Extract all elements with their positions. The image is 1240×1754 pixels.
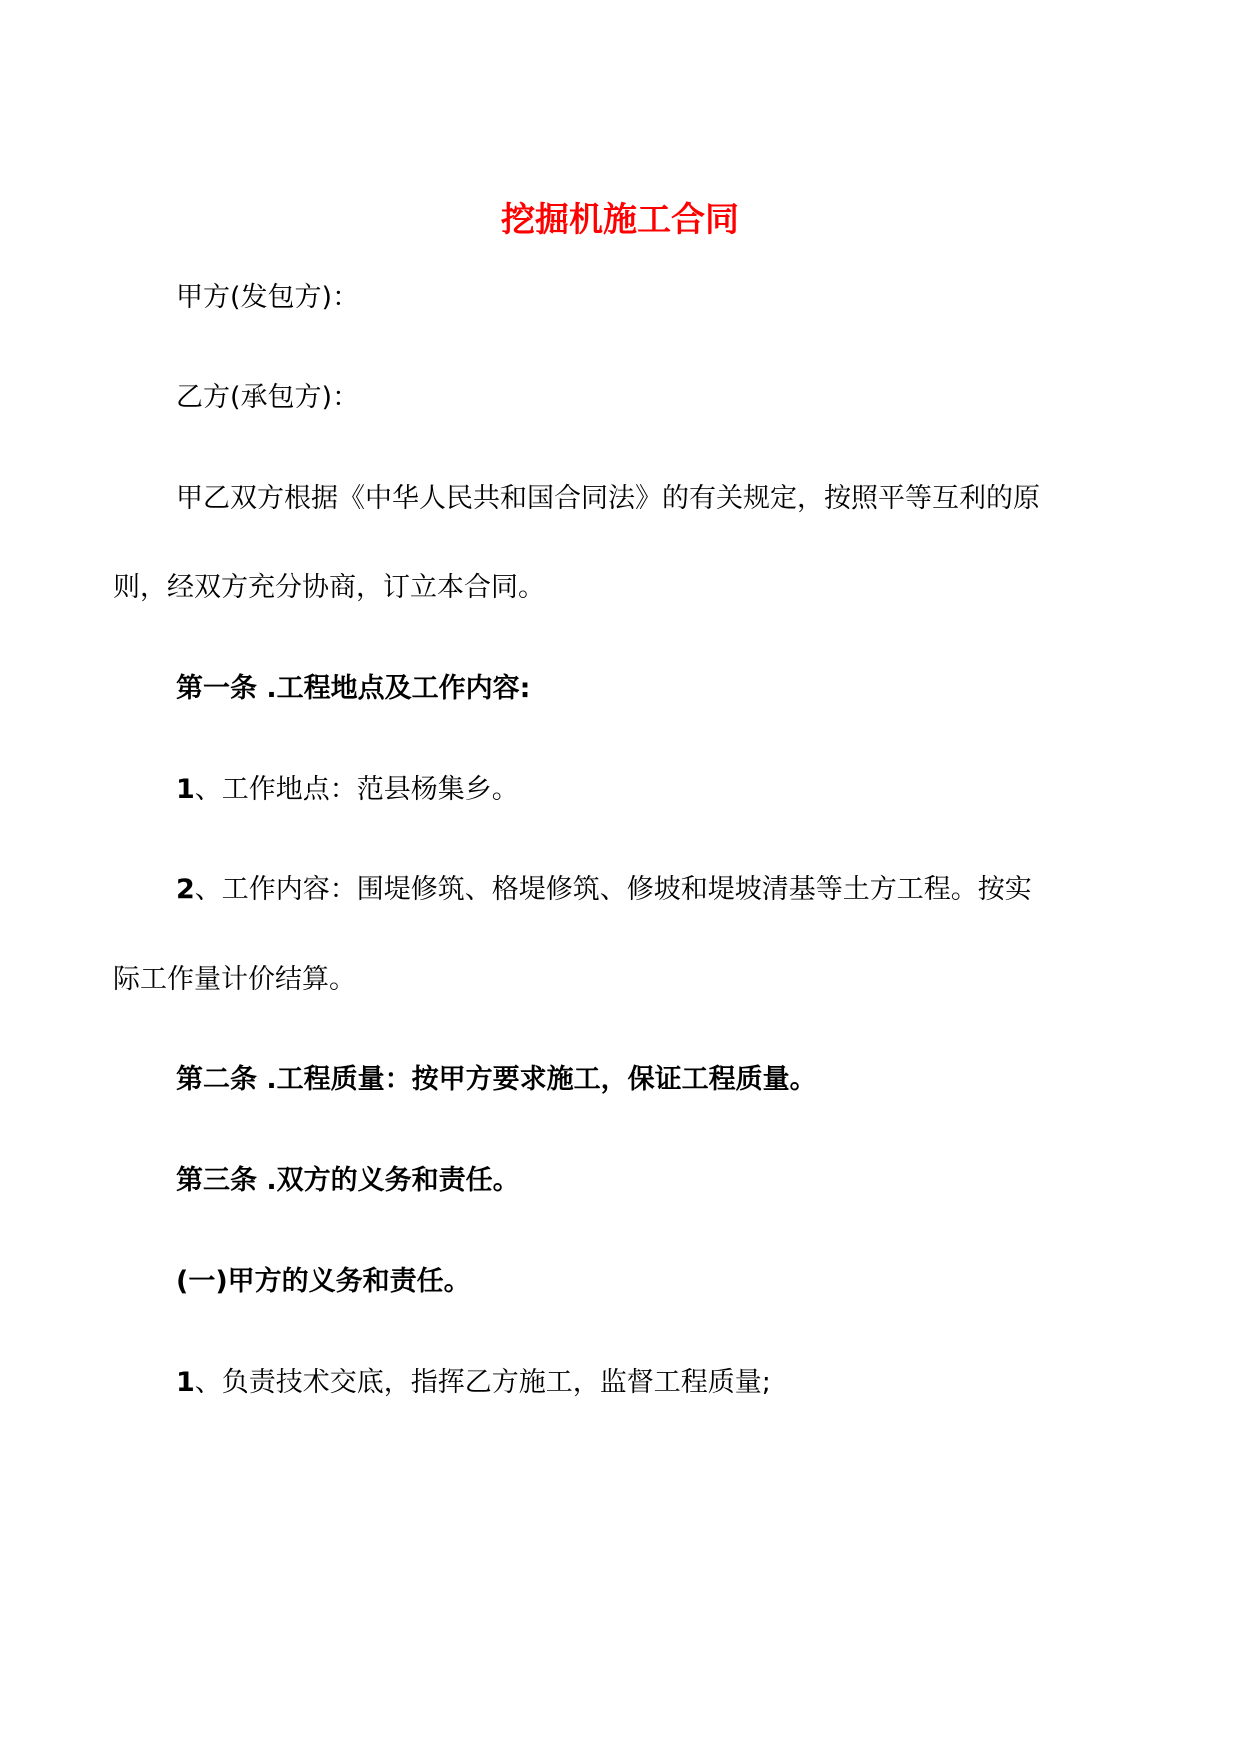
duty-1	[176, 1363, 771, 1403]
intro-paragraph-line-2: 则，经双方充分协商，订立本合同。	[113, 572, 545, 603]
item-2-text-line-2: 际工作量计价结算。	[113, 964, 356, 995]
item-2-number: 2	[176, 874, 195, 905]
item-1-number: 1	[176, 774, 195, 805]
item-2	[176, 870, 1032, 910]
article-2-heading: 第二条 .工程质量：按甲方要求施工，保证工程质量。	[176, 1064, 817, 1095]
party-a-line: 甲方(发包方)：	[176, 282, 360, 313]
duty-1-number: 1	[176, 1367, 195, 1398]
party-b-line: 乙方(承包方)：	[176, 382, 360, 413]
section-1-heading: (一)甲方的义务和责任。	[176, 1266, 471, 1297]
duty-1-text: 、负责技术交底，指挥乙方施工，监督工程质量;	[194, 1367, 771, 1398]
item-1	[176, 770, 519, 810]
document-title: 挖掘机施工合同	[501, 200, 739, 240]
article-3-heading: 第三条 .双方的义务和责任。	[176, 1165, 520, 1196]
item-2-text-line-1: 、工作内容：围堤修筑、格堤修筑、修坡和堤坡清基等土方工程。按实	[194, 874, 1032, 905]
article-1-heading: 第一条 .工程地点及工作内容:	[176, 673, 531, 704]
intro-paragraph-line-1: 甲乙双方根据《中华人民共和国合同法》的有关规定，按照平等互利的原	[176, 483, 1040, 514]
item-1-text: 、工作地点：范县杨集乡。	[194, 774, 519, 805]
